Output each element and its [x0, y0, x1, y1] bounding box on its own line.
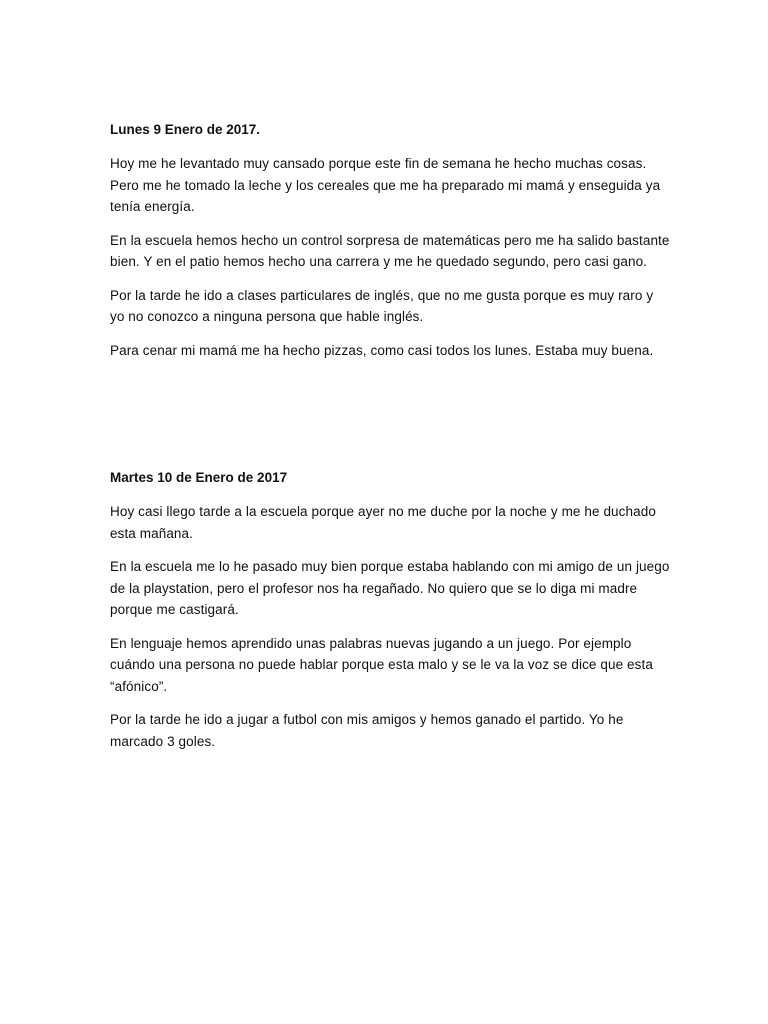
entry-paragraph: Por la tarde he ido a clases particulares de inglés, que no me gusta porque es muy raro y yo no conozco a ninguna persona que hable inglés.: [110, 287, 654, 324]
entry-paragraph: Por la tarde he ido a jugar a futbol con mis amigos y hemos ganado el partido. Yo he marcado 3 goles.: [110, 712, 624, 749]
entry-paragraph: Hoy casi llego tarde a la escuela porque ayer no me duche por la noche y me he duchado esta mañana.: [110, 504, 656, 541]
diary-entry-monday: [110, 119, 670, 373]
entry-paragraph: Para cenar mi mamá me ha hecho pizzas, como casi todos los lunes. Estaba muy buena.: [110, 342, 654, 358]
entry-heading: Martes 10 de Enero de 2017: [110, 470, 288, 485]
entry-paragraph: En la escuela me lo he pasado muy bien porque estaba hablando con mi amigo de un juego de la playstation, pero el profesor nos ha regañado. No quiero que se lo diga mi madre porque me castigará.: [110, 559, 670, 617]
entry-paragraph: En lenguaje hemos aprendido unas palabras nuevas jugando a un juego. Por ejemplo cuándo una persona no puede hablar porque esta malo y se le va la voz se dice que esta “afónico”.: [110, 635, 653, 694]
entry-paragraph: Hoy me he levantado muy cansado porque este fin de semana he hecho muchas cosas. Pero me he tomado la leche y los cereales que me ha preparado mi mamá y enseguida ya tenía energía.: [110, 156, 661, 214]
diary-entry-tuesday: [110, 467, 670, 764]
entry-heading: Lunes 9 Enero de 2017.: [110, 122, 261, 137]
entry-paragraph: En la escuela hemos hecho un control sorpresa de matemáticas pero me ha salido bastante bien. Y en el patio hemos hecho una carrera y me he quedado segundo, pero casi gano.: [110, 232, 670, 269]
